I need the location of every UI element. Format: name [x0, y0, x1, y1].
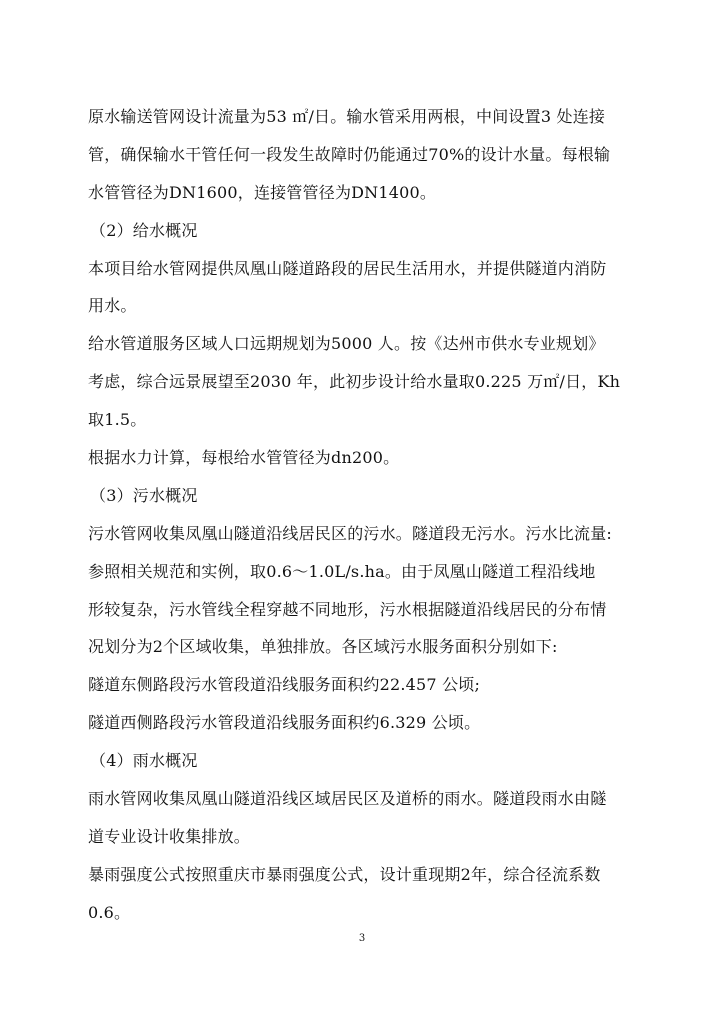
section-heading-water-supply: （2）给水概况: [90, 220, 198, 240]
paragraph-line: 管，确保输水干管任何一段发生故障时仍能通过70%的设计水量。每根输: [88, 144, 611, 164]
paragraph-line: 暴雨强度公式按照重庆市暴雨强度公式，设计重现期2年，综合径流系数: [88, 864, 601, 884]
paragraph-line: 隧道东侧路段污水管段道沿线服务面积约22.457 公顷;: [88, 675, 481, 695]
paragraph-line: 考虑，综合远景展望至2030 年，此初步设计给水量取0.225 万㎡/日，Kh: [88, 372, 621, 392]
paragraph-line: 道专业设计收集排放。: [88, 826, 251, 846]
body-text: [88, 98, 648, 932]
paragraph-line: 原水输送管网设计流量为53 ㎡/日。输水管采用两根，中间设置3 处连接: [88, 107, 606, 126]
paragraph-line: 取1.5。: [88, 410, 147, 430]
paragraph-line: 隧道西侧路段污水管段道沿线服务面积约6.329 公顷。: [88, 713, 481, 733]
paragraph-line: 水管管径为DN1600，连接管管径为DN1400。: [88, 182, 437, 202]
section-heading-sewage: （3）污水概况: [90, 485, 198, 505]
paragraph-line: 况划分为2个区域收集，单独排放。各区域污水服务面积分别如下:: [88, 637, 558, 657]
section-heading-rainwater: （4）雨水概况: [90, 751, 198, 771]
page-number: 3: [358, 933, 366, 944]
paragraph-line: 根据水力计算，每根给水管管径为dn200。: [88, 448, 400, 468]
paragraph-line: 形较复杂，污水管线全程穿越不同地形，污水根据隧道沿线居民的分布情: [88, 599, 607, 619]
paragraph-line: 用水。: [88, 296, 137, 316]
paragraph-line: 污水管网收集凤凰山隧道沿线居民区的污水。隧道段无污水。污水比流量:: [88, 523, 612, 543]
paragraph-line: 0.6。: [88, 902, 131, 922]
paragraph-line: 参照相关规范和实例，取0.6～1.0L/s.ha。由于凤凰山隧道工程沿线地: [88, 561, 596, 581]
paragraph-line: 本项目给水管网提供凤凰山隧道路段的居民生活用水，并提供隧道内消防: [88, 258, 607, 278]
paragraph-line: 雨水管网收集凤凰山隧道沿线区域居民区及道桥的雨水。隧道段雨水由隧: [88, 789, 607, 809]
paragraph-line: 给水管道服务区域人口远期规划为5000 人。按《达州市供水专业规划》: [88, 334, 605, 354]
